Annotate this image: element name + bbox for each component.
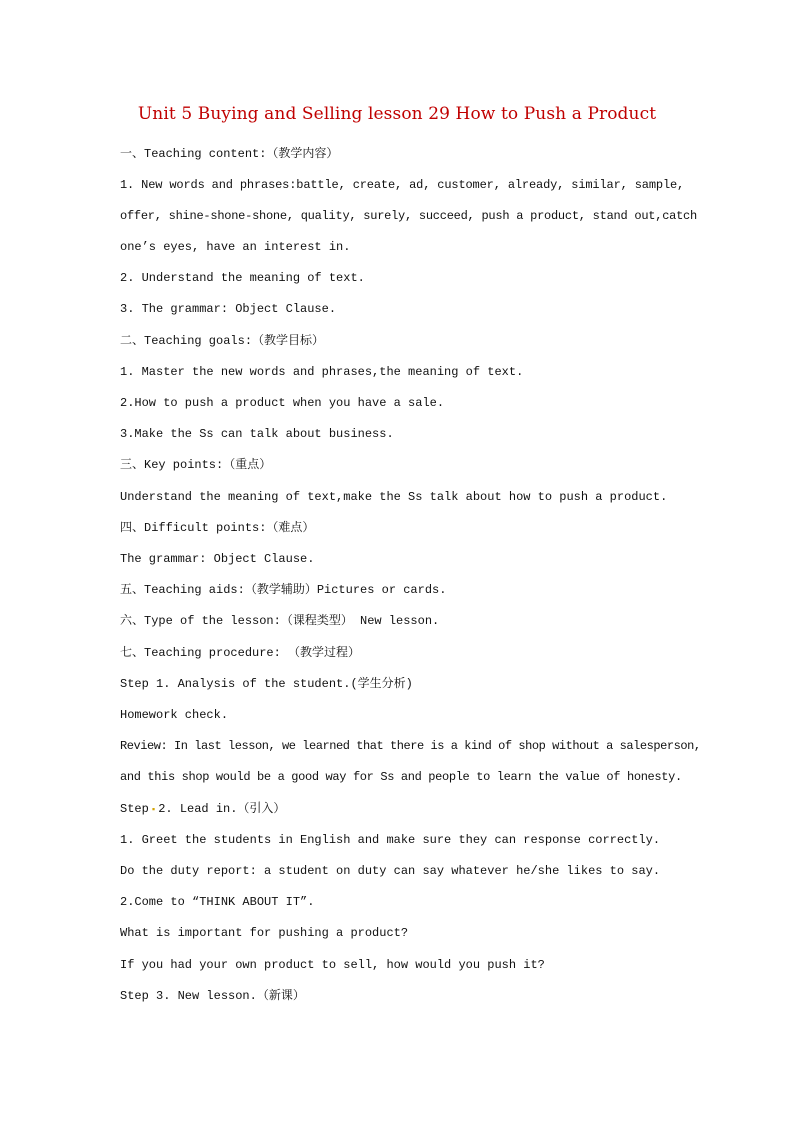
step-2-heading <box>120 801 285 818</box>
step-2-title: 2. Lead in.（引入） <box>158 802 286 816</box>
review-text: Review: In last lesson, we learned that there is a kind of shop without a salesperson, <box>120 739 701 753</box>
duty-report: Do the duty report: a student on duty can say whatever he/she likes to say. <box>120 864 661 878</box>
homework-check: Homework check. <box>120 708 229 722</box>
section-teaching-content: 一、Teaching content:（教学内容） <box>120 147 339 161</box>
goal-item-2: 2.How to push a product when you have a sale. <box>120 396 445 410</box>
question-1: What is important for pushing a product? <box>120 926 409 940</box>
small-mark-icon: ▪ <box>150 805 157 815</box>
step-3-heading: Step 3. New lesson.（新课） <box>120 989 305 1003</box>
review-text-cont: and this shop would be a good way for Ss and people to learn the value of honesty. <box>120 770 682 784</box>
content-item-2: 2. Understand the meaning of text. <box>120 271 365 285</box>
section-key-points: 三、Key points:（重点） <box>120 458 272 472</box>
section-teaching-procedure: 七、Teaching procedure: （教学过程） <box>120 646 361 660</box>
content-item-3: 3. The grammar: Object Clause. <box>120 302 337 316</box>
difficult-points-text: The grammar: Object Clause. <box>120 552 315 566</box>
section-lesson-type: 六、Type of the lesson:（课程类型） New lesson. <box>120 614 440 628</box>
content-item-1: 1. New words and phrases:battle, create, ad, customer, already, similar, sample, <box>120 178 685 192</box>
goal-item-1: 1. Master the new words and phrases,the meaning of text. <box>120 365 524 379</box>
content-item-1-cont2: one’s eyes, have an interest in. <box>120 240 351 254</box>
question-2: If you had your own product to sell, how would you push it? <box>120 958 545 972</box>
goal-item-3: 3.Make the Ss can talk about business. <box>120 427 394 441</box>
document-title: Unit 5 Buying and Selling lesson 29 How to Push a Product <box>137 104 657 124</box>
key-points-text: Understand the meaning of text,make the Ss talk about how to push a product. <box>120 490 668 504</box>
lead-in-item-1: 1. Greet the students in English and make sure they can response correctly. <box>120 833 661 847</box>
section-difficult-points: 四、Difficult points:（难点） <box>120 521 315 535</box>
step-1-heading: Step 1. Analysis of the student.(学生分析) <box>120 677 413 691</box>
step-2-prefix: Step <box>120 802 149 816</box>
section-teaching-aids: 五、Teaching aids:（教学辅助）Pictures or cards. <box>120 583 447 597</box>
lead-in-item-2: 2.Come to “THINK ABOUT IT”. <box>120 895 315 909</box>
section-teaching-goals: 二、Teaching goals:（教学目标） <box>120 334 325 348</box>
content-item-1-cont: offer, shine-shone-shone, quality, surely, succeed, push a product, stand out,catch <box>120 209 697 223</box>
